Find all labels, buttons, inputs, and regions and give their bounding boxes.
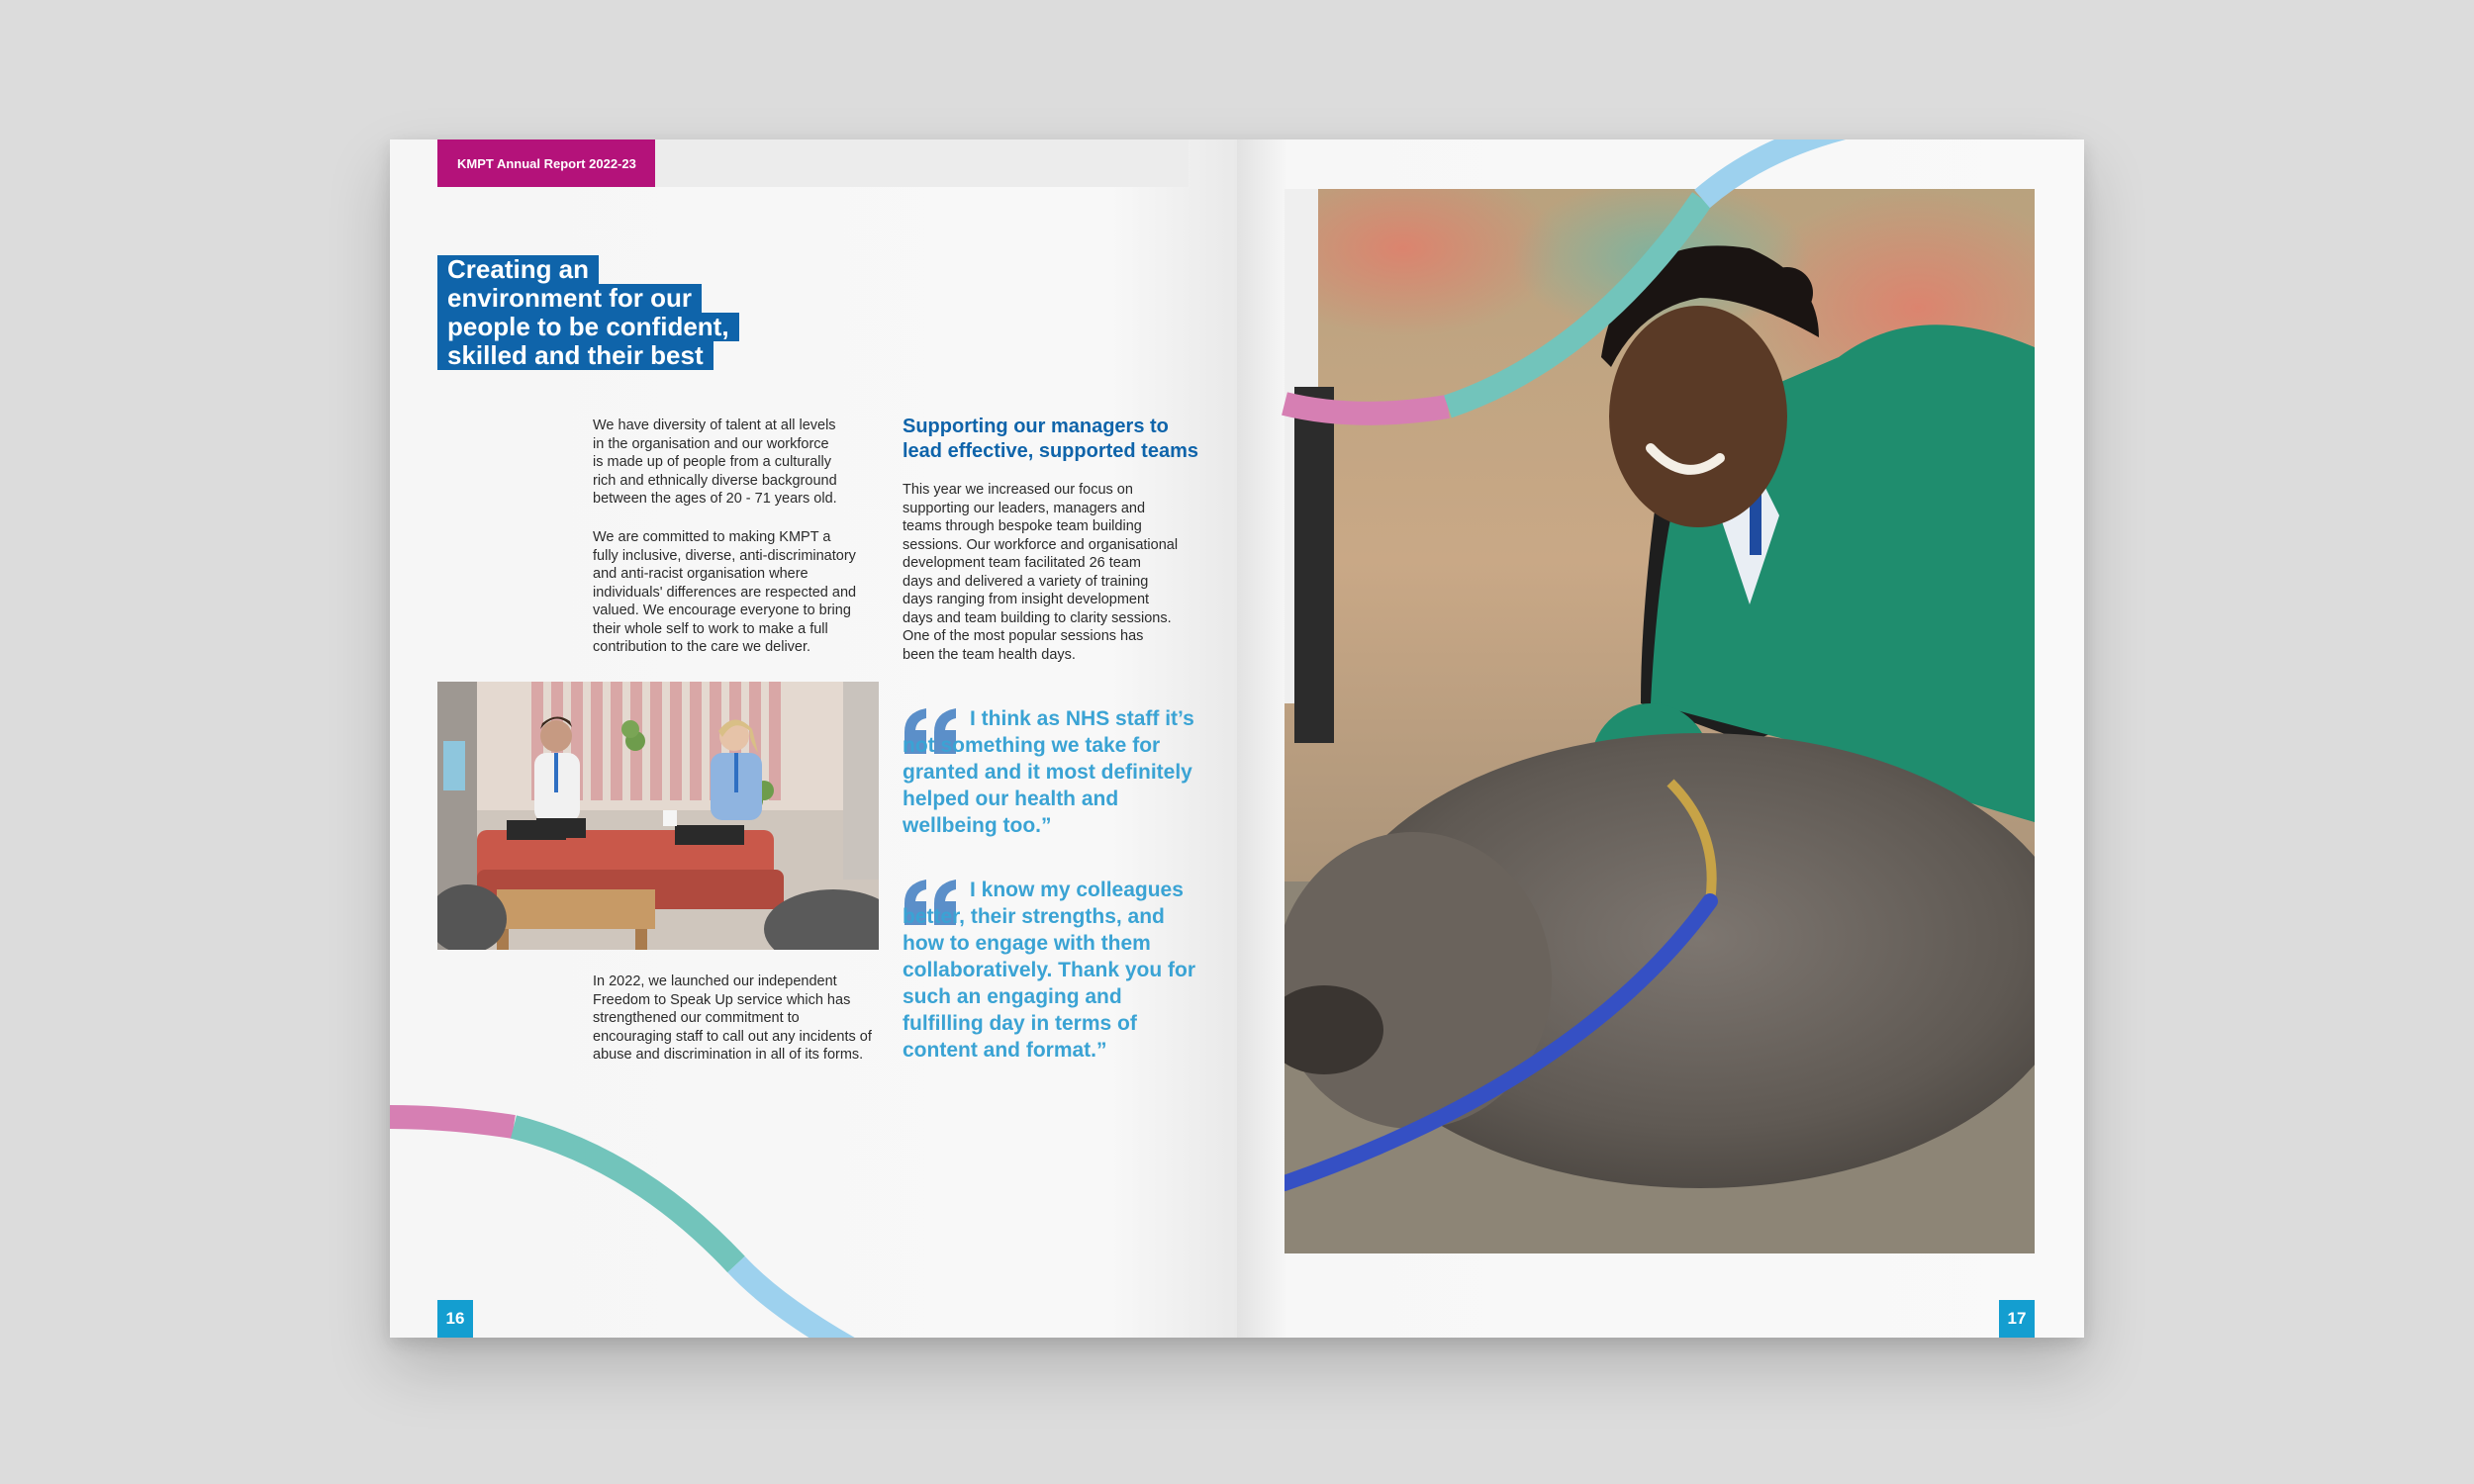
managers-paragraph: This year we increased our focus on supporting our leaders, managers and teams through bespoke team building sessions. Our workforce and organisational development team facilitated 26 team days and delivered a variety of training days ranging from insight development days and team building to clarity sessions. One of the most popular sessions has been the team health days. (903, 482, 1179, 663)
quote-health-wellbeing: I think as NHS staff it’s not something we take for granted and it most definitely helped our health and wellbeing too.” (903, 707, 1194, 837)
left-page (390, 139, 1237, 1338)
page-number-16: 16 (437, 1300, 473, 1338)
title-line-1: Creating an (437, 255, 599, 284)
intro-paragraph-1: We have diversity of talent at all levels in the organisation and our workforce is made up of people from a culturally rich and ethnically diverse background between the ages of 20 - 71 years old. (593, 417, 837, 507)
staff-meeting-illustration (437, 682, 879, 950)
title-line-4: skilled and their best (437, 341, 714, 370)
quote-colleagues: I know my colleagues better, their strengths, and how to engage with them collaboratively. Thank you for such an engaging and fulfilling day in terms of content and format.” (903, 879, 1196, 1062)
staff-with-dog-photo (1285, 189, 2035, 1253)
right-page (1237, 139, 2084, 1338)
report-header-tag: KMPT Annual Report 2022-23 (437, 139, 655, 187)
managers-subheading: Supporting our managers to lead effective, supported teams (903, 416, 1198, 462)
staff-with-dog-illustration (1285, 189, 2035, 1253)
page-number-17: 17 (1999, 1300, 2035, 1338)
title-line-3: people to be confident, (437, 313, 739, 341)
freedom-to-speak-up-paragraph: In 2022, we launched our independent Freedom to Speak Up service which has strengthened our commitment to encouraging staff to call out any incidents of abuse and discrimination in all of its forms. (593, 974, 872, 1063)
staff-meeting-photo (437, 682, 879, 950)
annual-report-spread (390, 139, 2084, 1338)
intro-paragraph-2: We are committed to making KMPT a fully inclusive, diverse, anti-discriminatory and anti-racist organisation where individuals' differences are respected and valued. We encourage everyone to bring their whole self to work to make a full contribution to the care we deliver. (593, 529, 857, 655)
title-line-2: environment for our (437, 284, 702, 313)
section-title (437, 255, 739, 370)
